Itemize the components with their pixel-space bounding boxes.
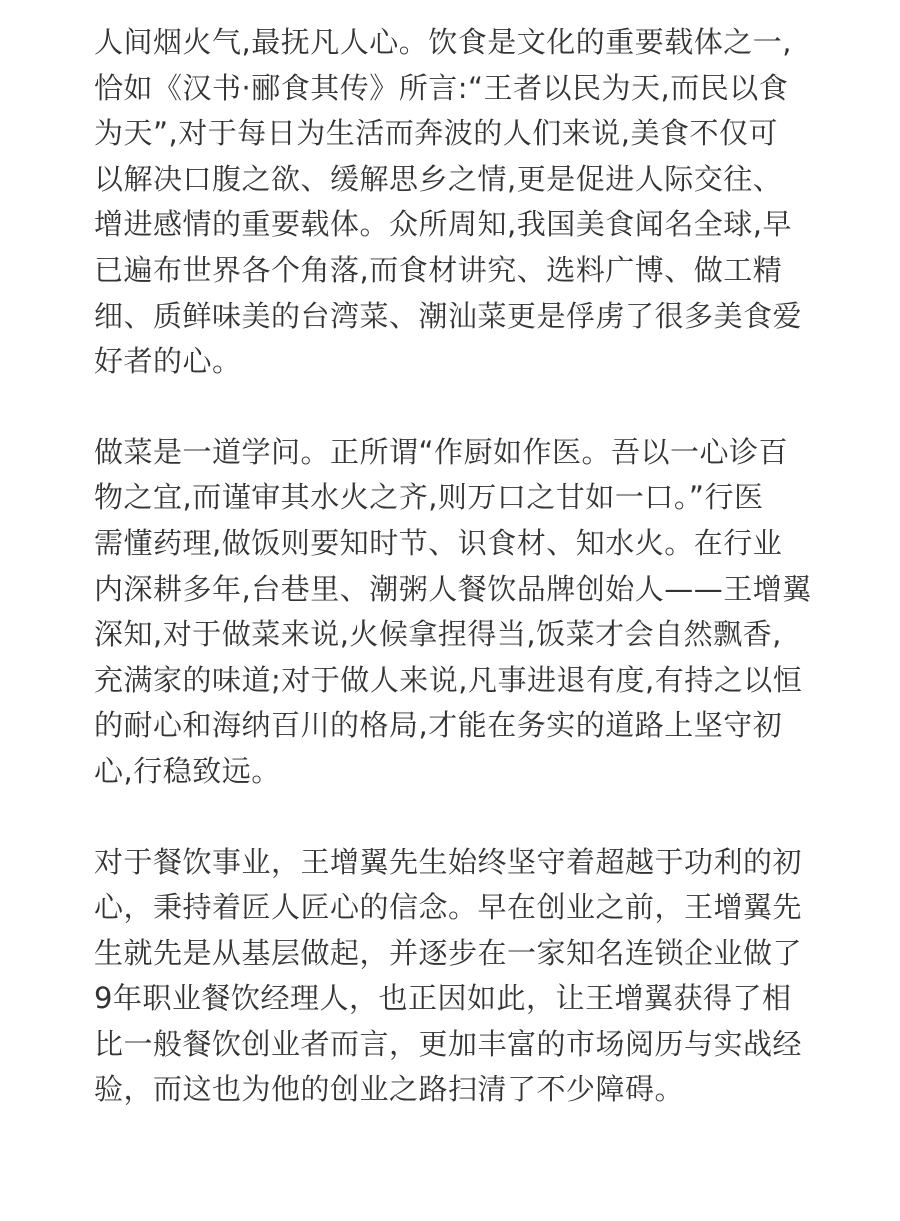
text-line: 心,行稳致远。 — [94, 753, 281, 788]
text-line: 深知,对于做菜来说,火候拿捏得当,饭菜才会自然飘香, — [94, 617, 782, 652]
text-line: 需懂药理,做饭则要知时节、识食材、知水火。在行业 — [94, 525, 783, 560]
text-line: 恰如《汉书·郦食其传》所言:“王者以民为天,而民以食 — [94, 70, 789, 105]
text-line: 生就先是从基层做起，并逐步在一家知名连锁企业做了 — [94, 935, 803, 970]
text-line: 的耐心和海纳百川的格局,才能在务实的道路上坚守初 — [94, 708, 783, 743]
paragraph-1 — [94, 20, 806, 385]
text-line: 比一般餐饮创业者而言，更加丰富的市场阅历与实战经 — [94, 1026, 803, 1061]
text-line: 做菜是一道学问。正所谓“作厨如作医。吾以一心诊百 — [94, 434, 789, 469]
text-line: 9年职业餐饮经理人，也正因如此，让王增翼获得了相 — [94, 981, 792, 1016]
text-line: 对于餐饮事业，王增翼先生始终坚守着超越于功利的初 — [94, 844, 803, 879]
text-line: 心，秉持着匠人匠心的信念。早在创业之前，王增翼先 — [94, 890, 803, 925]
text-line: 内深耕多年,台巷里、潮粥人餐饮品牌创始人——王增翼 — [94, 571, 812, 606]
text-line: 充满家的味道;对于做人来说,凡事进退有度,有持之以恒 — [94, 662, 803, 697]
text-line: 验，而这也为他的创业之路扫清了不少障碍。 — [94, 1072, 685, 1107]
text-line: 好者的心。 — [94, 344, 242, 379]
text-line: 已遍布世界各个角落,而食材讲究、选料广博、做工精 — [94, 252, 783, 287]
text-line: 增进感情的重要载体。众所周知,我国美食闻名全球,早 — [94, 207, 792, 242]
text-line: 物之宜,而谨审其水火之齐,则万口之甘如一口。”行医 — [94, 480, 764, 515]
text-line: 人间烟火气,最抚凡人心。饮食是文化的重要载体之一, — [94, 25, 792, 59]
text-line: 以解决口腹之欲、缓解思乡之情,更是促进人际交往、 — [94, 161, 783, 196]
paragraph-3 — [94, 840, 806, 1114]
text-line: 为天”,对于每日为生活而奔波的人们来说,美食不仅可 — [94, 116, 778, 151]
paragraph-2 — [94, 430, 812, 795]
text-line: 细、质鲜味美的台湾菜、潮汕菜更是俘虏了很多美食爱 — [94, 298, 803, 333]
